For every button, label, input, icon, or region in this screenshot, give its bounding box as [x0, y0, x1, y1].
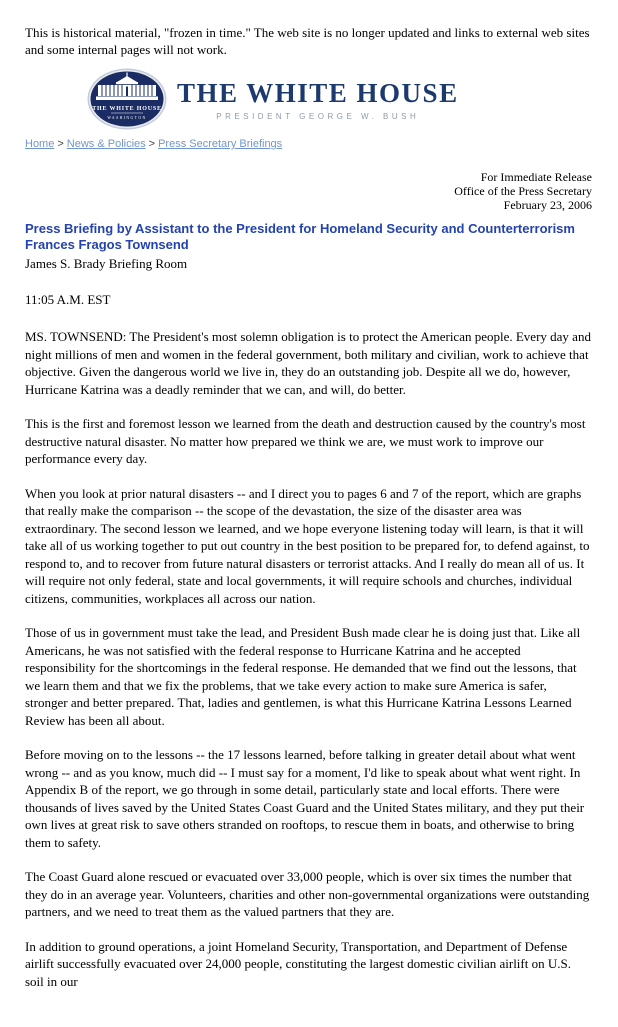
paragraph: In addition to ground operations, a joint Homeland Security, Transportation, and Department of Defense airlift successfully evacuated over 24,000 people, constituting the largest domestic civilian airlift on U.S. soil in our — [25, 938, 571, 989]
release-line-office: Office of the Press Secretary — [454, 184, 592, 198]
brand-title: THE WHITE HOUSE — [177, 78, 459, 108]
release-line-immediate: For Immediate Release — [480, 170, 592, 184]
paragraph: This is the first and foremost lesson we learned from the death and destruction caused by the country's most destructive natural disaster. No matter how prepared we think we are, we must work to improve our performance every day. — [25, 416, 586, 466]
facade-columns — [102, 85, 152, 96]
breadcrumb-separator: > — [57, 138, 64, 150]
seal-text-washington: WASHINGTON — [107, 116, 147, 120]
white-house-seal-graphic — [87, 68, 167, 130]
site-header — [87, 68, 592, 132]
breadcrumb-link-home[interactable]: Home — [25, 138, 55, 150]
paragraph: When you look at prior natural disasters -- and I direct you to pages 6 and 7 of the report, which are graphs that really make the comparison -- the scope of the devastation, the size of the disaster area was extraordinary. The second lesson we learned, and we hope everyone listening today will learn, is that it will take all of us working together to put out country in the best position to be prepared for, to defend against, to respond to, and to recover from future natural disasters or terrorist attacks. And I really do mean all of us. It will require not only federal, state and local governments, it will require schools and churches, individual citizens, communities, workplaces all across our nation. — [25, 485, 590, 606]
paragraph: Before moving on to the lessons -- the 17 lessons learned, before talking in greater detail about what went wrong -- and as you know, much did -- I must say for a moment, I'd like to speak about what went right. In Appendix B of the report, we go through in some detail, particularly state and local efforts. There were thousands of lives saved by the United States Coast Guard and the United States military, and they put their own lives at great risk to save others stranded on rooftops, to rescue them in boats, and otherwise to bring them to safety. — [25, 747, 585, 850]
brand-block — [177, 68, 459, 121]
paragraph: MS. TOWNSEND: The President's most solemn obligation is to protect the American people. Every day and night millions of men and women in the federal government, both military and civilian, work to achieve that objective. Given the dangerous world we live in, they do an outstanding job. Despite all we do, however, Hurricane Katrina was a deadly reminder that we can, and will, do better. — [25, 329, 591, 397]
paragraph: Those of us in government must take the lead, and President Bush made clear he is doing just that. Like all Americans, he was not satisfied with the federal response to Hurricane Katrina and he accepted responsibility for the shortcomings in the federal response. He demanded that we find out the lessons, that we learn them and that we fix the problems, that we take every action to make sure America is safer, stronger and better prepared. That, ladies and gentlemen, is what this Hurricane Katrina Lessons Learned Review has been all about. — [25, 625, 581, 728]
breadcrumb-separator: > — [148, 138, 156, 150]
release-line-date: February 23, 2006 — [503, 198, 592, 212]
breadcrumb-link-news-policies[interactable]: News & Policies — [66, 138, 146, 150]
article-body — [25, 328, 592, 990]
release-info — [25, 170, 592, 212]
paragraph: The Coast Guard alone rescued or evacuated over 33,000 people, which is over six times the number that they do in an average year. Volunteers, charities and other non-governmental organizations were outstanding partners, and we need to treat them as the valued partners that they are. — [25, 869, 590, 919]
seal-text-the-white-house: THE WHITE HOUSE — [92, 106, 162, 112]
breadcrumb — [25, 138, 592, 150]
frozen-in-time-disclaimer: This is historical material, "frozen in time." The web site is no longer updated and links to external web sites and some internal pages will not work. — [25, 25, 590, 57]
white-house-seal — [87, 68, 167, 130]
article-time: 11:05 A.M. EST — [25, 292, 111, 307]
brand-subtitle: PRESIDENT GEORGE W. BUSH — [216, 112, 420, 121]
article-location: James S. Brady Briefing Room — [25, 256, 188, 271]
breadcrumb-link-press-secretary-briefings[interactable]: Press Secretary Briefings — [158, 138, 283, 150]
article-title: Press Briefing by Assistant to the President for Homeland Security and Counterterrorism Frances Fragos Townsend — [25, 221, 575, 252]
